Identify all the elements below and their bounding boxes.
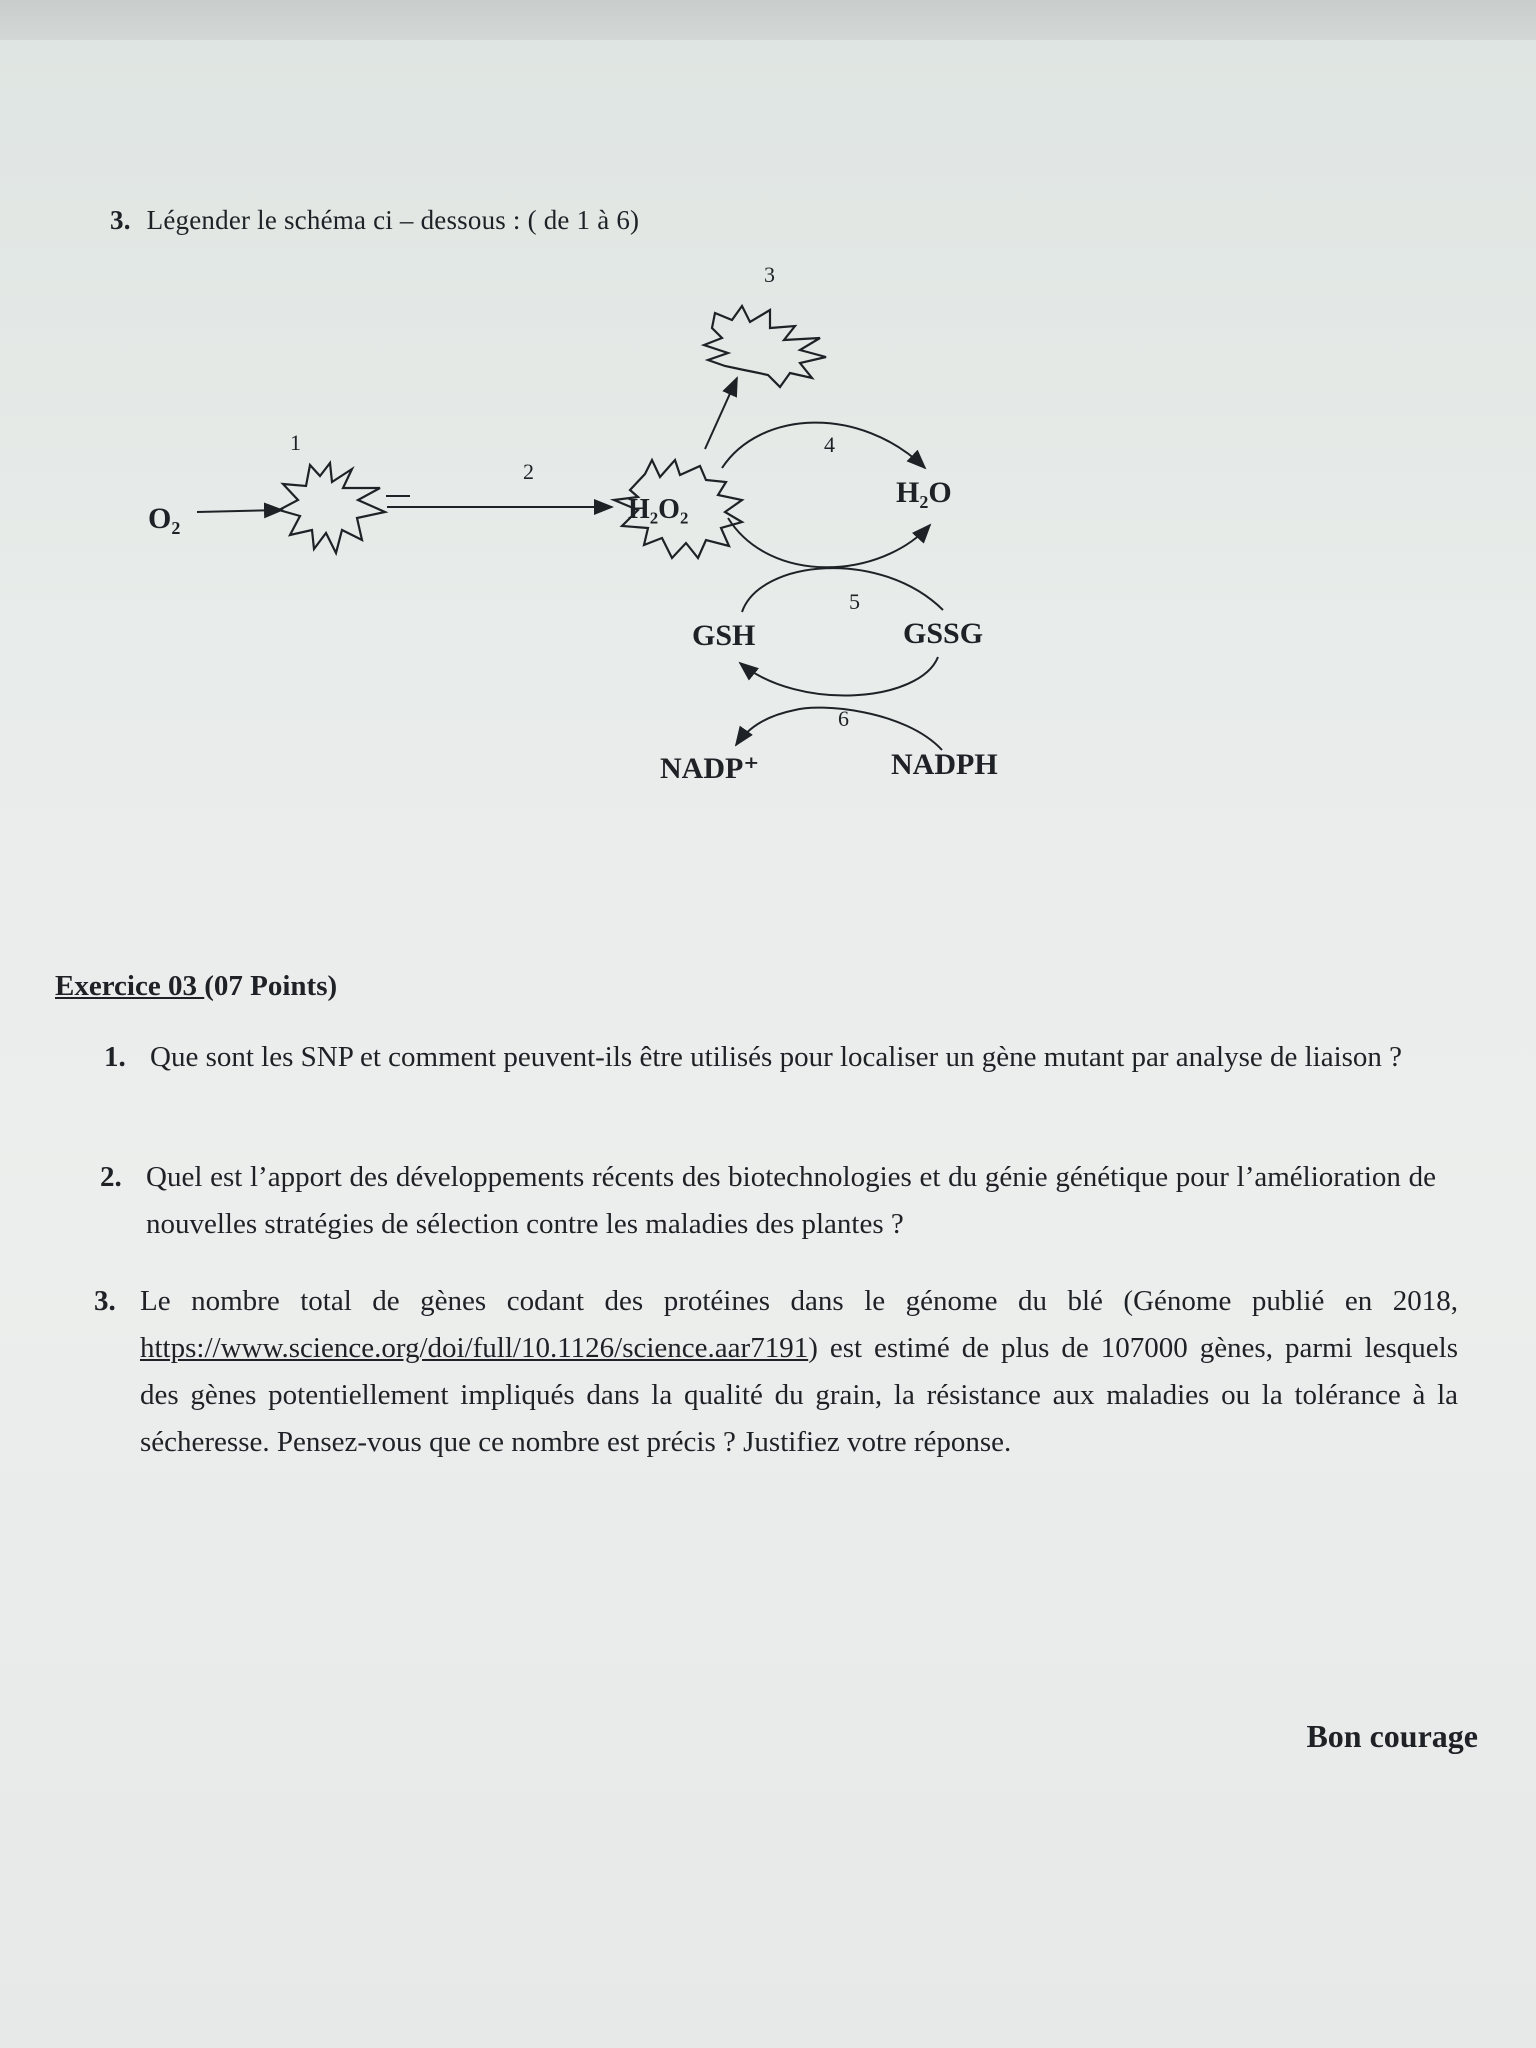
label-5: 5: [849, 589, 860, 614]
question-text: Légender le schéma ci – dessous : ( de 1 à 6): [146, 205, 640, 235]
o2-label: O₂: [148, 502, 181, 535]
item-number: 2.: [100, 1161, 122, 1193]
science-article-link[interactable]: https://www.science.org/doi/full/10.1126/science.aar7191: [140, 1332, 809, 1364]
item-number: 3.: [94, 1285, 116, 1317]
exercise-item-2: [100, 1154, 1436, 1248]
nadph-label: NADPH: [891, 748, 998, 781]
item-text-after: ) est estimé de plus de 107000 gènes, parmi lesquels des gènes potentiellement impliqués dans la qualité du grain, la résistance aux maladies ou la tolérance à la sécheresse. Pensez-vous que ce nombre est précis ? Justifiez votre réponse.: [140, 1332, 1458, 1458]
exercise-title-main: Exercice 03: [55, 970, 205, 1002]
h2o2-label: H₂O₂: [628, 494, 689, 525]
label-1: 1: [290, 430, 301, 455]
exercise-item-1: [104, 1034, 1435, 1081]
closing-text: Bon courage: [1306, 1718, 1478, 1754]
nadp-label: NADP⁺: [660, 752, 760, 785]
question-number: 3.: [110, 205, 131, 235]
burst-shape-1: [279, 463, 385, 553]
exercise-item-3: [94, 1278, 1458, 1466]
gssg-label: GSSG: [903, 617, 984, 650]
label-6: 6: [838, 706, 849, 731]
exercise-points: (07 Points): [204, 970, 338, 1002]
label-4: 4: [824, 432, 835, 457]
item-number: 1.: [104, 1041, 126, 1073]
h2o-label: H₂O: [896, 476, 952, 509]
item-text: Que sont les SNP et comment peuvent-ils être utilisés pour localiser un gène mutant par analyse de liaison ?: [150, 1041, 1403, 1073]
label-2: 2: [523, 459, 534, 484]
exercise-title: [55, 970, 337, 1003]
burst-shape-3: [704, 306, 826, 387]
item-text-before: Le nombre total de gènes codant des protéines dans le génome du blé (Génome publié en 2018,: [140, 1285, 1458, 1317]
antioxidant-scheme-diagram: [0, 0, 1536, 820]
gsh-label: GSH: [692, 619, 756, 652]
item-text: Quel est l’apport des développements récents des biotechnologies et du génie génétique pour l’amélioration de nouvelles stratégies de sélection contre les maladies des plantes ?: [146, 1161, 1436, 1240]
label-3: 3: [764, 262, 775, 287]
